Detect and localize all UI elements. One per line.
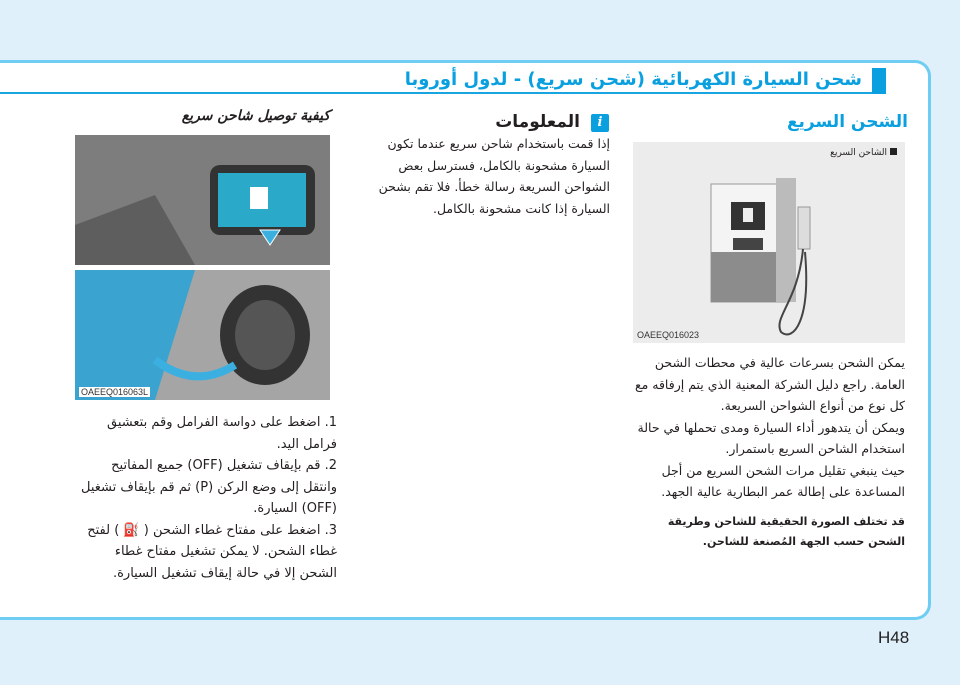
fast-charger-figure <box>633 142 905 343</box>
section-title-bar <box>0 68 886 94</box>
paragraph: يمكن الشحن بسرعات عالية في محطات الشحن العامة. راجع دليل الشركة المعنية الذي يتم إرفاقه مع كل نوع من أنواع الشواحن السريعة. <box>634 355 905 413</box>
paragraph: ويمكن أن يتدهور أداء السيارة ومدى تحملها في حالة استخدام الشاحن السريع باستمرار. <box>637 419 905 456</box>
paragraph: حيث ينبغي تقليل مرات الشحن السريع من أجل المساعدة على إطالة عمر البطارية عالية الجهد. <box>661 462 905 499</box>
information-text: إذا قمت باستخدام شاحن سريع عندما تكون السيارة مشحونة بالكامل، فسترسل بعض الشواحن السريعة رسالة خطأ. فلا تقم بشحن السيارة إذا كانت مشحونة بالكامل. <box>378 136 610 216</box>
page-number: H48 <box>878 628 910 647</box>
step: 1. اضغط على دواسة الفرامل وقم بتعشيق فرامل اليد. <box>107 415 337 452</box>
step: 3. اضغط على مفتاح غطاء الشحن ( ⛽ ) لفتح غطاء الشحن. لا يمكن تشغيل مفتاح غطاء الشحن إلا في حالة إيقاف تشغيل السيارة. <box>87 522 337 581</box>
section-title: شحن السيارة الكهربائية (شحن سريع) - لدول أوروبا <box>404 69 862 90</box>
figure-caption: الشاحن السريع <box>830 148 887 158</box>
charger-note: قد تختلف الصورة الحقيقية للشاحن وطريقة الشحن حسب الجهة المُصنعة للشاحن. <box>667 515 905 548</box>
figure-code: OAEEQ016063L <box>81 387 149 397</box>
figure-code: OAEEQ016023 <box>637 330 700 340</box>
charge-door-open-figure <box>75 270 330 400</box>
charger-illustration <box>633 142 905 343</box>
dashboard-illustration <box>75 135 330 265</box>
info-icon: i <box>591 114 609 132</box>
step: 2. قم بإيقاف تشغيل (OFF) جميع المفاتيح وانتقل إلى وضع الركن (P) ثم قم بإيقاف تشغيل (OFF) السيارة. <box>81 458 337 516</box>
charge-door-switch-figure <box>75 135 330 265</box>
information-heading: المعلومات <box>495 112 580 132</box>
fast-charging-heading: الشحن السريع <box>786 112 908 132</box>
fast-charging-text <box>630 352 905 503</box>
connect-steps <box>75 412 337 584</box>
how-to-connect-heading: كيفية توصيل شاحن سريع <box>181 108 330 124</box>
charge-door-illustration <box>75 270 330 400</box>
caption-square-icon <box>890 148 897 155</box>
title-marker <box>872 68 886 94</box>
